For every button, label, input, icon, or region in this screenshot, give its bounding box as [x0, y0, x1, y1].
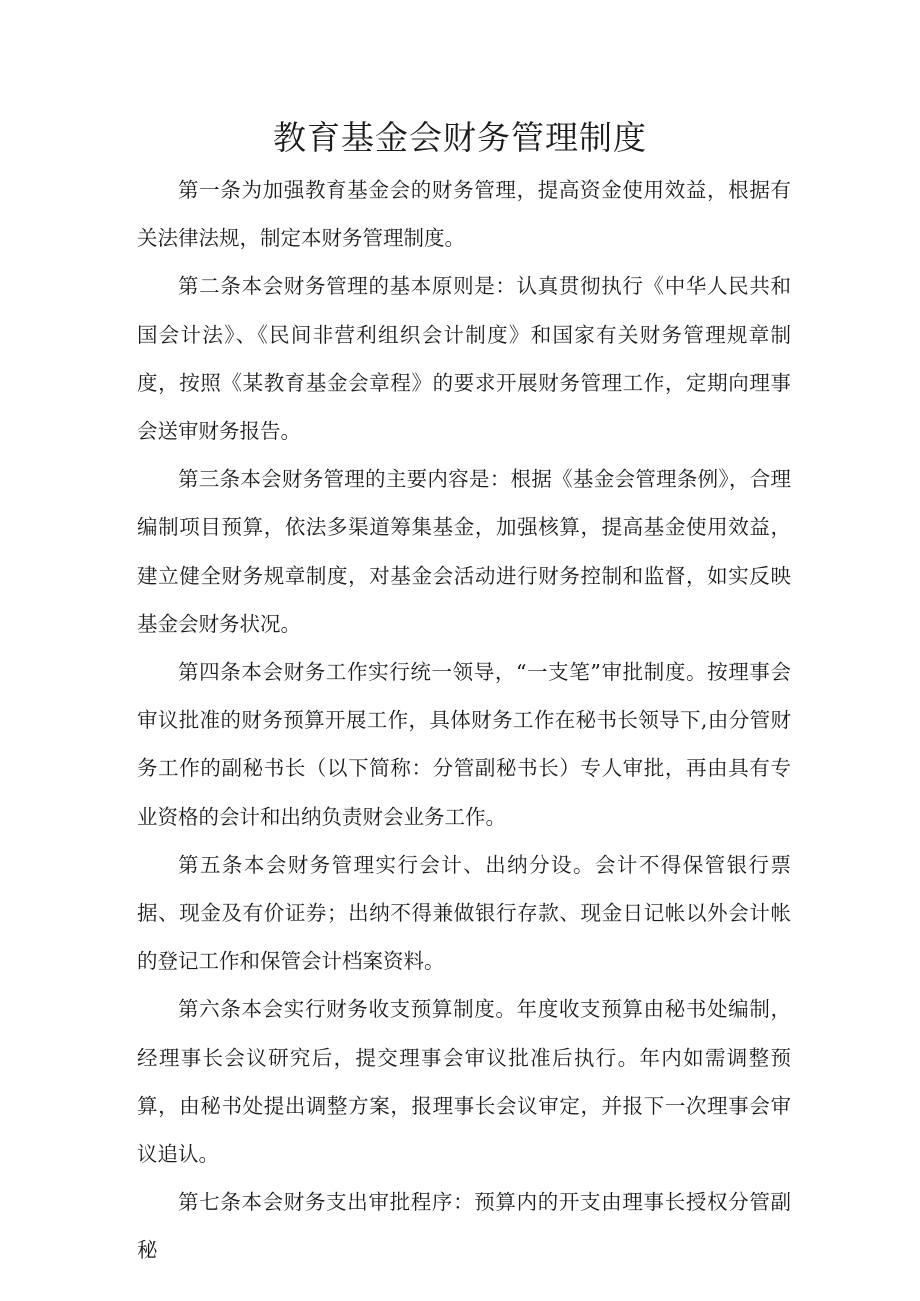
article-3-paragraph: 第三条本会财务管理的主要内容是：根据《基金会管理条例》，合理编制项目预算，依法多渠道筹集基金，加强核算，提高基金使用效益，建立健全财务规章制度，对基金会活动进行财务控制和监督，如实反映基金会财务状况。 [137, 467, 791, 636]
article-7-paragraph: 第七条本会财务支出审批程序：预算内的开支由理事长授权分管副秘 [137, 1190, 791, 1263]
article-2-paragraph: 第二条本会财务管理的基本原则是：认真贯彻执行《中华人民共和国会计法》、《民间非营利组织会计制度》和国家有关财务管理规章制度，按照《某教育基金会章程》的要求开展财务管理工作，定期向理事会送审财务报告。 [137, 274, 791, 444]
article-4-paragraph: 第四条本会财务工作实行统一领导，“一支笔”审批制度。按理事会审议批准的财务预算开展工作，具体财务工作在秘书长领导下,由分管财务工作的副秘书长（以下简称：分管副秘书长）专人审批，再由具有专业资格的会计和出纳负责财会业务工作。 [137, 660, 791, 829]
article-5-paragraph: 第五条本会财务管理实行会计、出纳分设。会计不得保管银行票据、现金及有价证券；出纳不得兼做银行存款、现金日记帐以外会计帐的登记工作和保管会计档案资料。 [137, 852, 791, 974]
article-6-paragraph: 第六条本会实行财务收支预算制度。年度收支预算由秘书处编制，经理事长会议研究后，提交理事会审议批准后执行。年内如需调整预算，由秘书处提出调整方案，报理事长会议审定，并报下一次理事会审议追认。 [137, 997, 791, 1167]
document-title: 教育基金会财务管理制度 [273, 118, 647, 157]
article-1-paragraph: 第一条为加强教育基金会的财务管理，提高资金使用效益，根据有关法律法规，制定本财务管理制度。 [137, 178, 791, 251]
document-body [137, 166, 791, 1275]
